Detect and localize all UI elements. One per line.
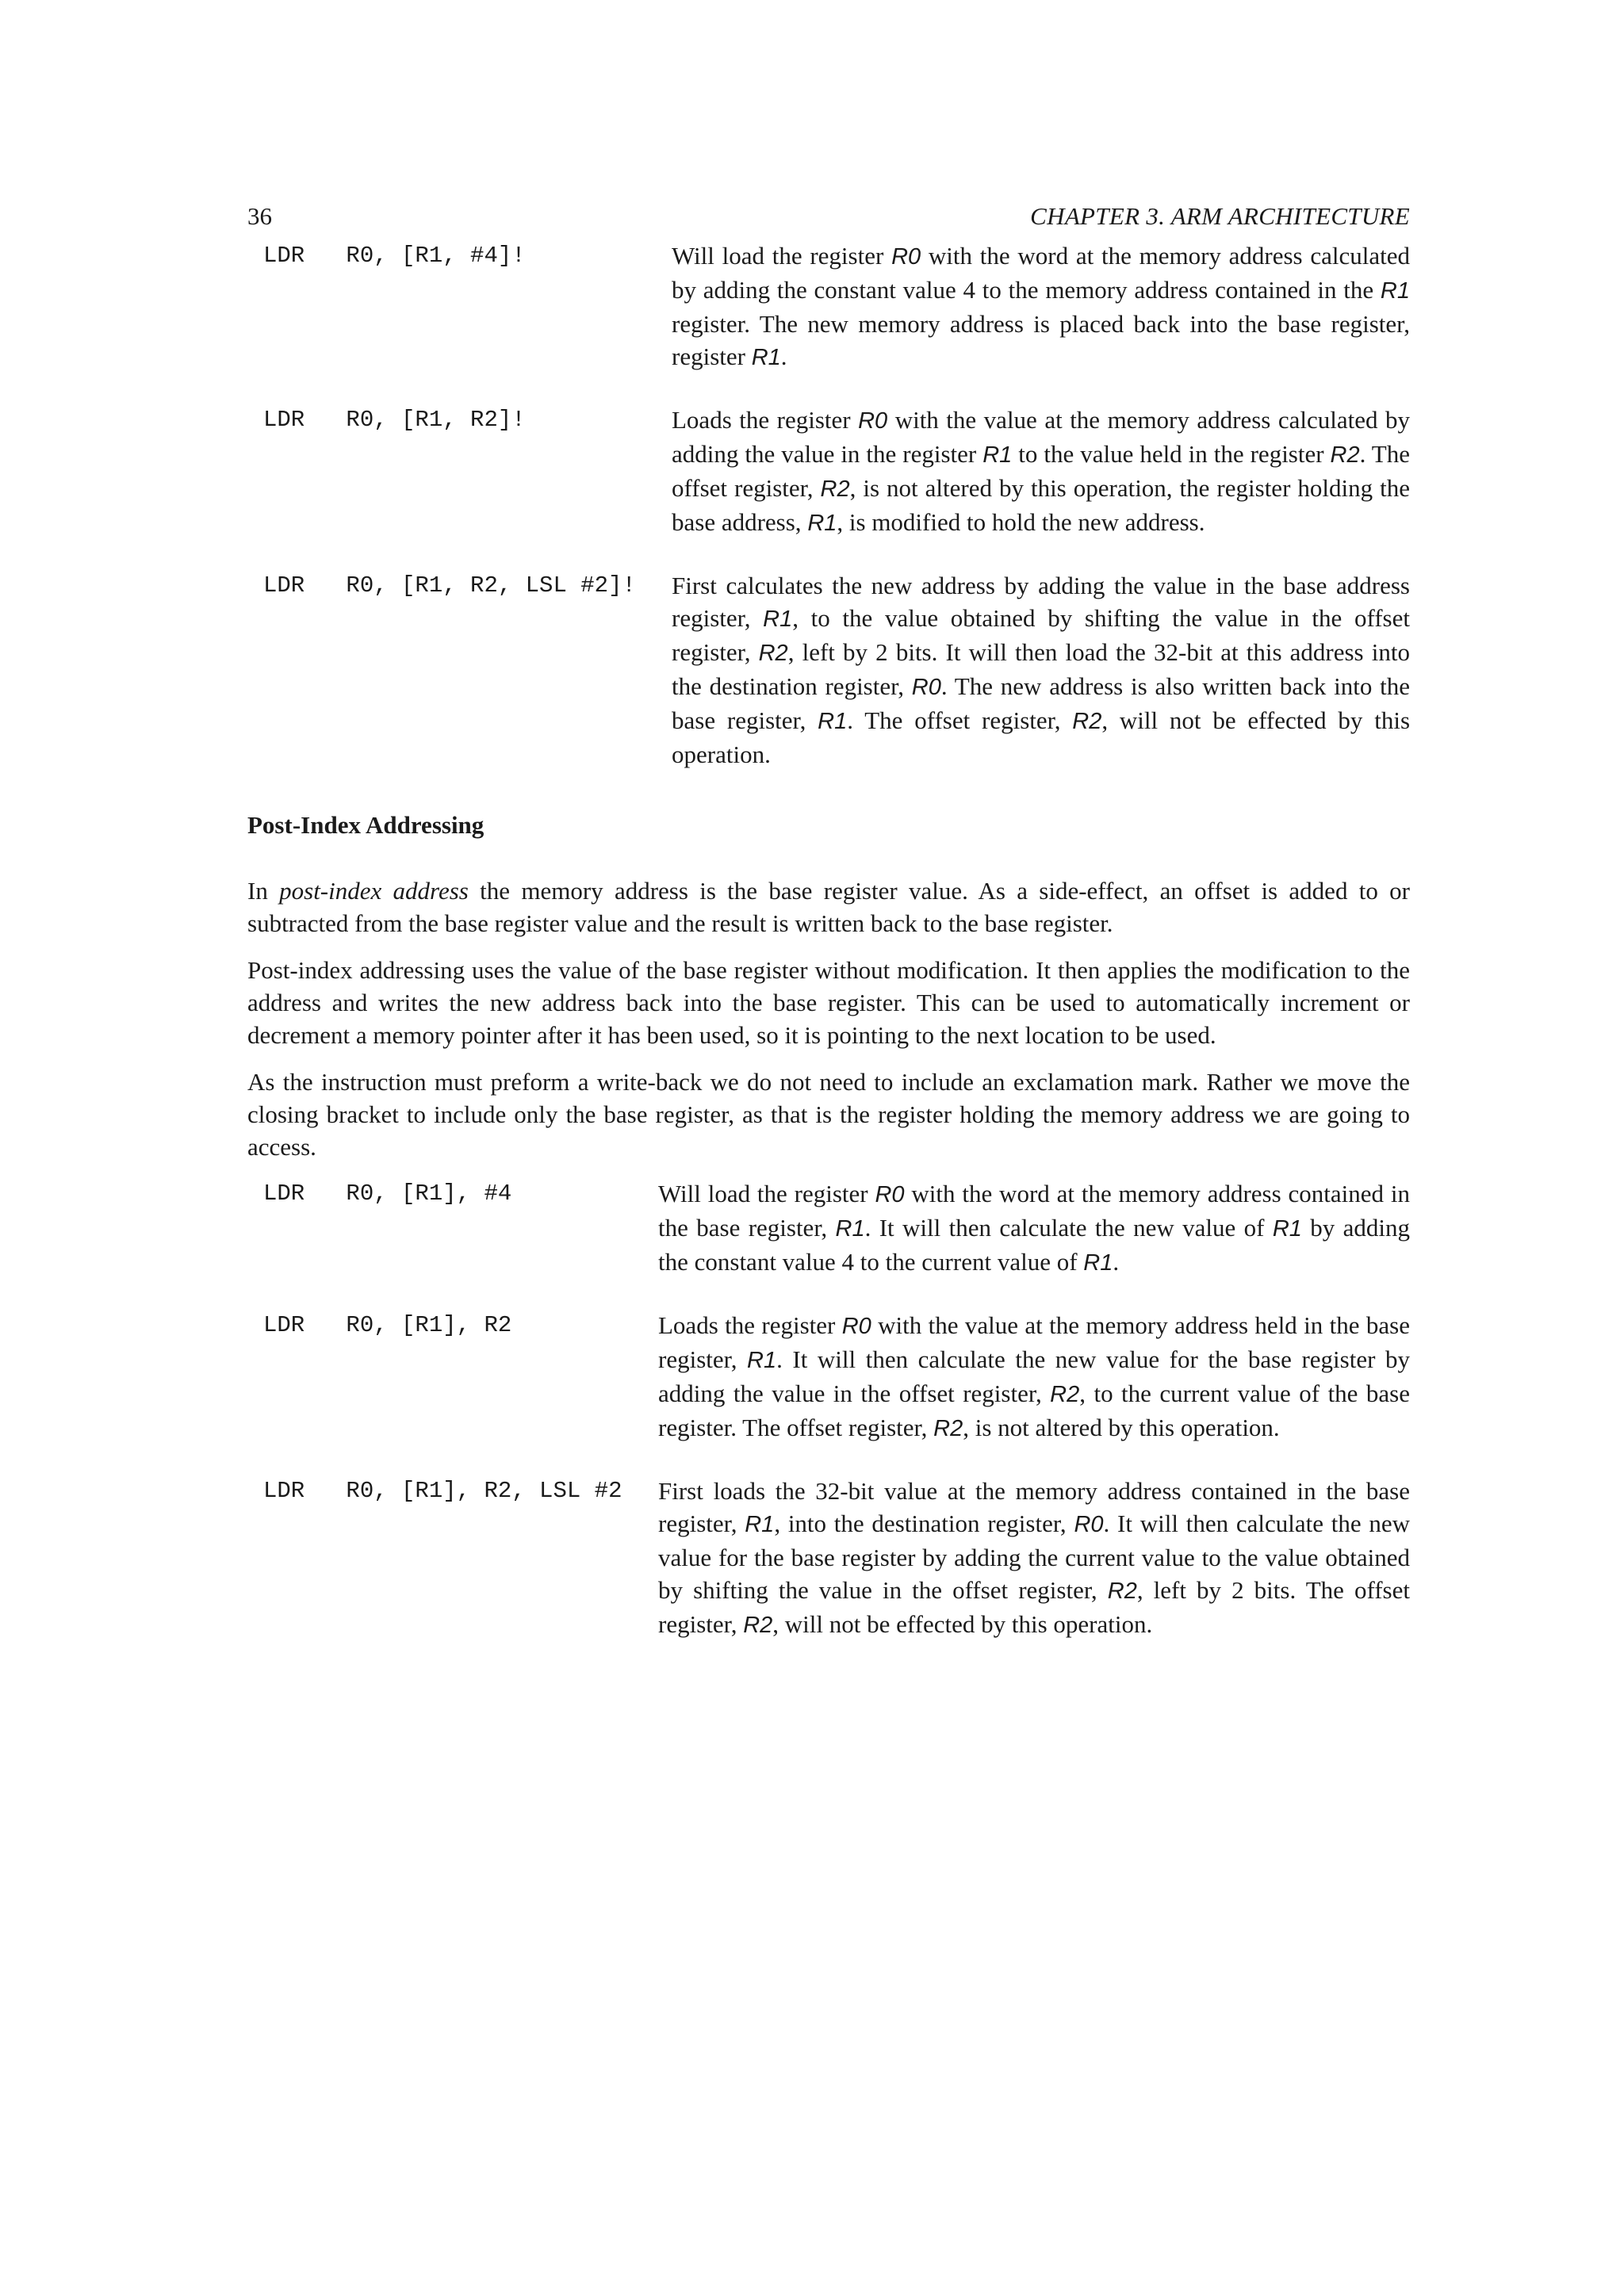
register-name: R0 xyxy=(858,408,888,434)
instruction-row xyxy=(247,239,1410,374)
instruction-description: First loads the 32-bit value at the memory address contained in the base register, R1, into the destination register, R0. It will then calculate the new value for the base register by adding the current value to the value obtained by shifting the value in the offset register, R2, left by 2 bits. The offset register, R2, will not be effected by this operation. xyxy=(658,1477,1411,1638)
instruction-code: LDR R0, [R1], R2 xyxy=(263,1312,512,1338)
instruction-row xyxy=(247,569,1410,771)
register-name: R0 xyxy=(1074,1512,1104,1537)
register-name: R0 xyxy=(875,1182,905,1207)
paragraph: As the instruction must preform a write-back we do not need to include an exclamation mark. Rather we move the closing bracket to include only the base register, as that is the register holding the memory address we are going to access. xyxy=(247,1068,1410,1161)
register-name: R1 xyxy=(751,345,781,370)
section-heading: Post-Index Addressing xyxy=(247,811,485,839)
register-name: R1 xyxy=(747,1348,777,1373)
register-name: R1 xyxy=(763,607,793,632)
register-name: R1 xyxy=(1083,1250,1113,1276)
document-page xyxy=(247,200,1410,1671)
register-name: R1 xyxy=(745,1512,775,1537)
register-name: R2 xyxy=(1072,709,1102,734)
instruction-code: LDR R0, [R1, #4]! xyxy=(263,243,526,269)
instruction-row xyxy=(247,1177,1410,1280)
register-name: R2 xyxy=(820,476,850,502)
instruction-description: Loads the register R0 with the value at the memory address calculated by adding the value in the register R1 to the value held in the register R2. The offset register, R2, is not altered by this operation, the register holding the base address, R1, is modified to hold the new address. xyxy=(672,406,1410,536)
register-name: R2 xyxy=(1107,1578,1137,1604)
instruction-description: Loads the register R0 with the value at the memory address held in the base register, R1. It will then calculate the new value for the base register by adding the value in the offset register, R2, to the current value of the base register. The offset register, R2, is not altered by this operation. xyxy=(658,1311,1410,1441)
register-name: R2 xyxy=(1050,1382,1080,1407)
register-name: R1 xyxy=(818,709,848,734)
register-name: R2 xyxy=(1330,442,1360,468)
instruction-code: LDR R0, [R1], #4 xyxy=(263,1181,512,1207)
instruction-row xyxy=(247,1475,1410,1642)
paragraph: Post-index addressing uses the value of the base register without modification. It then applies the modification to the address and writes the new address back into the base register. This can be used to automatically increment or decrement a memory pointer after it has been used, so it is pointing to the next location to be used. xyxy=(247,956,1410,1049)
paragraph: In post-index address the memory address is the base register value. As a side-effect, an offset is added to or subtracted from the base register value and the result is written back to the base register. xyxy=(247,877,1410,937)
page-number: 36 xyxy=(247,202,272,230)
register-name: R1 xyxy=(982,442,1013,468)
register-name: R2 xyxy=(758,641,788,666)
instruction-description: Will load the register R0 with the word at the memory address contained in the base register, R1. It will then calculate the new value of R1 by adding the constant value 4 to the current value of R1. xyxy=(658,1180,1410,1276)
instruction-code: LDR R0, [R1], R2, LSL #2 xyxy=(263,1478,622,1504)
register-name: R0 xyxy=(841,1314,871,1339)
instruction-description: Will load the register R0 with the word at the memory address calculated by adding the constant value 4 to the memory address contained in the R1 register. The new memory address is placed back into the base register, register R1. xyxy=(672,242,1410,370)
register-name: R1 xyxy=(835,1216,865,1242)
pre-index-instruction-list xyxy=(247,239,1410,771)
register-name: R2 xyxy=(743,1613,773,1638)
register-name: R1 xyxy=(1272,1216,1302,1242)
emphasized-term: post-index address xyxy=(279,877,469,905)
instruction-description: First calculates the new address by adding the value in the base address register, R1, to the value obtained by shifting the value in the offset register, R2, left by 2 bits. It will then load the 32-bit at this address into the destination register, R0. The new address is also written back into the base register, R1. The offset register, R2, will not be effected by this operation. xyxy=(672,572,1411,768)
register-name: R1 xyxy=(1380,278,1410,304)
page-header xyxy=(247,200,1410,239)
instruction-row xyxy=(247,404,1410,540)
instruction-code: LDR R0, [R1, R2]! xyxy=(263,407,526,433)
post-index-instruction-list xyxy=(247,1177,1410,1642)
register-name: R1 xyxy=(807,511,837,536)
instruction-code: LDR R0, [R1, R2, LSL #2]! xyxy=(263,572,636,599)
instruction-row xyxy=(247,1309,1410,1445)
running-title: CHAPTER 3. ARM ARCHITECTURE xyxy=(1030,202,1410,230)
register-name: R0 xyxy=(891,244,921,270)
register-name: R0 xyxy=(911,675,941,700)
register-name: R2 xyxy=(933,1416,963,1441)
